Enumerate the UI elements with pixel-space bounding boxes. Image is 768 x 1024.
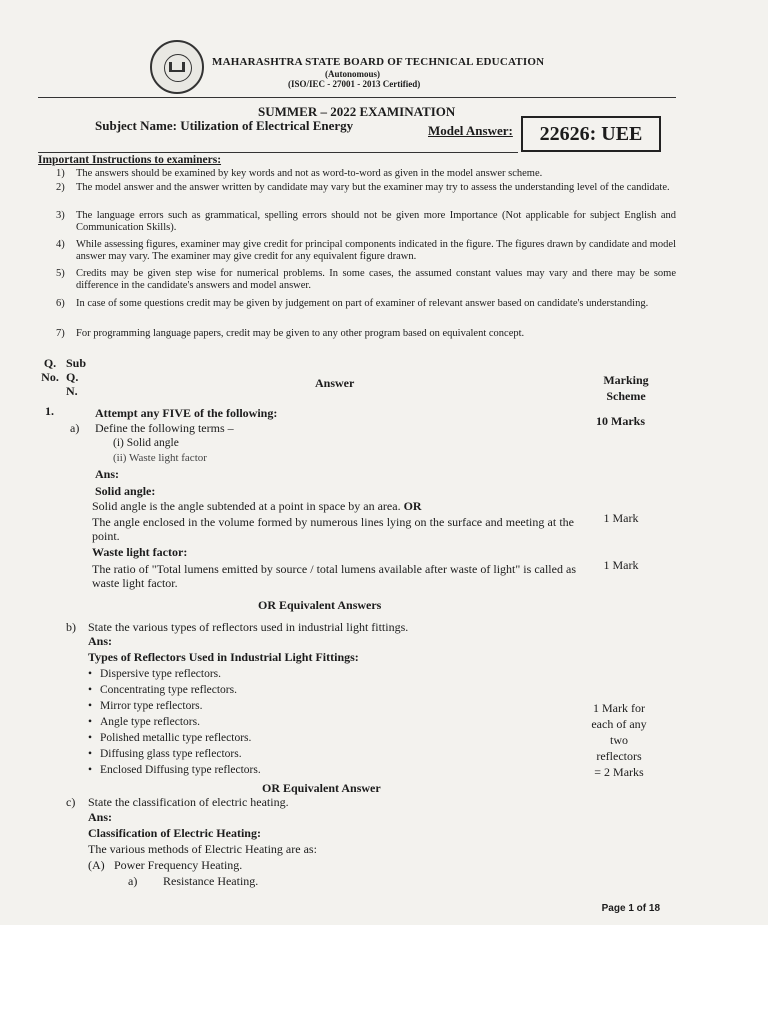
q1b-heading: Types of Reflectors Used in Industrial Light Fittings: (88, 650, 359, 664)
q1b-or-equivalent: OR Equivalent Answer (262, 781, 381, 795)
q1a-term: (ii) Waste light factor (113, 452, 207, 464)
list-item: • Concentrating type reflectors. (88, 682, 261, 698)
q1c-item-label: (A) (88, 858, 105, 872)
col-answer: Answer (315, 376, 355, 390)
q1a-solid-line2: The angle enclosed in the volume formed by numerous lines lying on the surface and meeting at the point. (92, 515, 574, 543)
q1c-subitem: Resistance Heating. (163, 874, 259, 888)
q1a-waste-heading: Waste light factor: (92, 545, 188, 559)
list-item: • Diffusing glass type reflectors. (88, 746, 261, 762)
q1c-subitem-label: a) (128, 874, 138, 888)
q1c-question: State the classification of electric heating. (88, 795, 289, 809)
board-name: MAHARASHTRA STATE BOARD OF TECHNICAL EDUCATION (212, 56, 545, 68)
q1b-marks: 1 Mark for each of any two reflectors = 2 Marks (591, 701, 647, 779)
page-number: Page 1 of 18 (601, 903, 660, 914)
q1a-waste-mark: 1 Mark (603, 558, 639, 572)
header-rule (38, 97, 676, 98)
subject-name: Subject Name: Utilization of Electrical Energy (95, 118, 354, 133)
q1c-item: Power Frequency Heating. (114, 858, 243, 872)
board-autonomous: (Autonomous) (325, 69, 381, 79)
q1a-label: a) (70, 421, 80, 435)
col-sub-q: Sub Q. N. (66, 356, 87, 398)
board-logo-icon (150, 40, 204, 94)
q1a-solid-mark: 1 Mark (603, 511, 639, 525)
q1a-term: (i) Solid angle (113, 437, 179, 449)
q1c-label: c) (66, 795, 76, 809)
q1a-question: Define the following terms – (95, 421, 234, 435)
q1a-or-equivalent: OR Equivalent Answers (258, 598, 382, 612)
subject-code: 22626: UEE (521, 116, 661, 152)
model-answer-label: Model Answer: (428, 123, 513, 138)
col-q-no: Q. No. (41, 356, 59, 384)
subject-rule (38, 152, 518, 153)
board-iso: (ISO/IEC - 27001 - 2013 Certified) (288, 79, 421, 89)
list-item: • Polished metallic type reflectors. (88, 730, 261, 746)
q1-title: Attempt any FIVE of the following: (95, 406, 278, 420)
list-item: • Mirror type reflectors. (88, 698, 261, 714)
list-item: • Angle type reflectors. (88, 714, 261, 730)
q1b-reflector-list (88, 666, 261, 778)
q1-number: 1. (45, 404, 54, 418)
q1a-waste-text: The ratio of "Total lumens emitted by source / total lumens available after waste of light" is called as waste light factor. (92, 562, 576, 590)
q1c-intro: The various methods of Electric Heating are as: (88, 842, 317, 856)
q1b-ans: Ans: (88, 634, 113, 648)
q1b-question: State the various types of reflectors used in industrial light fittings. (88, 620, 409, 634)
q1c-ans: Ans: (88, 810, 113, 824)
q1a-solid-heading: Solid angle: (95, 484, 156, 498)
instructions-title: Important Instructions to examiners: (38, 154, 222, 166)
scanned-page: MAHARASHTRA STATE BOARD OF TECHNICAL EDUCATION (Autonomous) (ISO/IEC - 27001 - 2013 Certified) SUMMER – 2022 EXAMINATION Subject Name: Utilization of Electrical Energy Model Answer: 22626: UEE Important Instructions to examiners: 1) The answers should be examined by key words and not as word-to-word as given in the model answer scheme. 2) The model answer and the answer written by candidate may vary but the examiner may try to assess the understanding level of the candidate. 3) The language errors such as grammatical, spelling errors should not be given more Importance (Not applicable for subject English and Communication Skills). 4) While assessing figures, examiner may give credit for principal components indicated in the figure. The figures drawn by candidate and model answer may vary. The examiner may give credit for any equivalent figure drawn. 5) Credits may be given step wise for numerical problems. In some cases, the assumed constant values may vary and there may be some difference in the candidate's answers and model answer. 6) In case of some questions credit may be given by judgement on part of examiner of relevant answer based on candidate's understanding. 7) For programming language papers, credit may be given to any other program based on equivalent concept. Q. No. Sub Q. N. Answer Marking Scheme 1. Attempt any FIVE of the following: 10 Marks a) Define the following terms – (i) Solid angle (ii) Waste light factor Ans: Solid angle: Solid angle is the angle subtended at a point in space by an area. OR The angle enclosed in the volume formed by numerous lines lying on the surface and meeting at the point. 1 Mark Waste light factor: The ratio of "Total lumens emitted by source / total lumens available after waste of light" is called as waste light factor. 1 Mark OR Equivalent Answers b) State the various types of reflectors used in industrial light fittings. Ans: Types of Reflectors Used in Industrial Light Fittings: • Dispersive type reflectors. • Concentrating type reflectors. • Mirror type reflectors. • Angle type reflectors. • Polished metallic type reflectors. • Diffusing glass type reflectors. • Enclosed Diffusing type reflectors. 1 Mark for each of any two reflectors = 2 Marks OR Equivalent Answer c) State the classification of electric heating. Ans: Classification of Electric Heating: The various methods of Electric Heating are as: (A) Power Frequency Heating. a) Resistance Heating. Page 1 of 18 (0, 0, 768, 925)
q1c-heading: Classification of Electric Heating: (88, 826, 261, 840)
q1a-ans: Ans: (95, 467, 120, 481)
list-item: • Enclosed Diffusing type reflectors. (88, 762, 261, 778)
q1-marks: 10 Marks (596, 414, 645, 428)
q1a-solid-line1: Solid angle is the angle subtended at a point in space by an area. OR (92, 499, 422, 513)
col-marking-scheme: Marking Scheme (603, 373, 649, 403)
exam-title: SUMMER – 2022 EXAMINATION (258, 104, 456, 119)
q1b-label: b) (66, 620, 76, 634)
scan-mark (0, 0, 43, 1)
list-item: • Dispersive type reflectors. (88, 666, 261, 682)
